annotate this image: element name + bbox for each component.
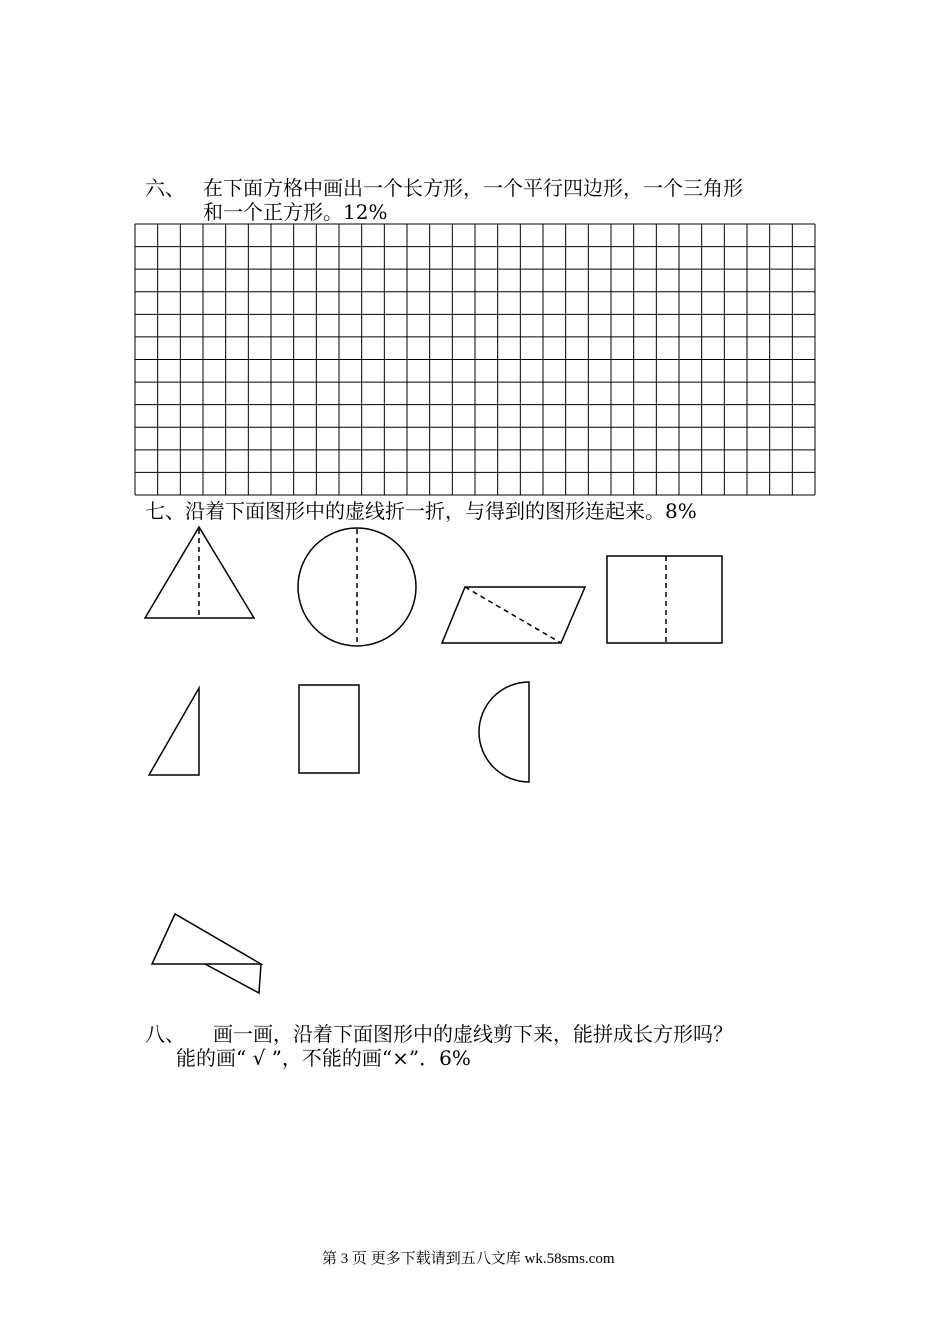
- section8-label: 八、: [145, 1022, 185, 1046]
- result-shape-semicircle[interactable]: [479, 682, 529, 782]
- result-shape-rectangle[interactable]: [299, 685, 359, 773]
- section6-instruction-line2: 和一个正方形。12%: [203, 200, 388, 224]
- fold-shape-rectangle[interactable]: [607, 556, 722, 643]
- section8-instruction-line1: 画一画，沿着下面图形中的虚线剪下来，能拼成长方形吗？: [213, 1022, 733, 1046]
- section6-label: 六、: [145, 176, 185, 200]
- fold-shape-triangle[interactable]: [145, 527, 254, 618]
- fold-shape-circle[interactable]: [298, 528, 416, 646]
- fold-shape-parallelogram[interactable]: [442, 587, 585, 643]
- section8-instruction-line2: 能的画“ √ ”，不能的画“×”．6%: [176, 1046, 471, 1070]
- result-shape-right-triangle[interactable]: [149, 688, 199, 775]
- section6-instruction-line1: 在下面方格中画出一个长方形，一个平行四边形，一个三角形: [203, 176, 743, 200]
- result-shape-obtuse-triangle[interactable]: [152, 914, 261, 993]
- section7-instruction: 七、沿着下面图形中的虚线折一折，与得到的图形连起来。8%: [145, 499, 697, 523]
- page-footer: 第 3 页 更多下载请到五八文库 wk.58sms.com: [322, 1251, 615, 1267]
